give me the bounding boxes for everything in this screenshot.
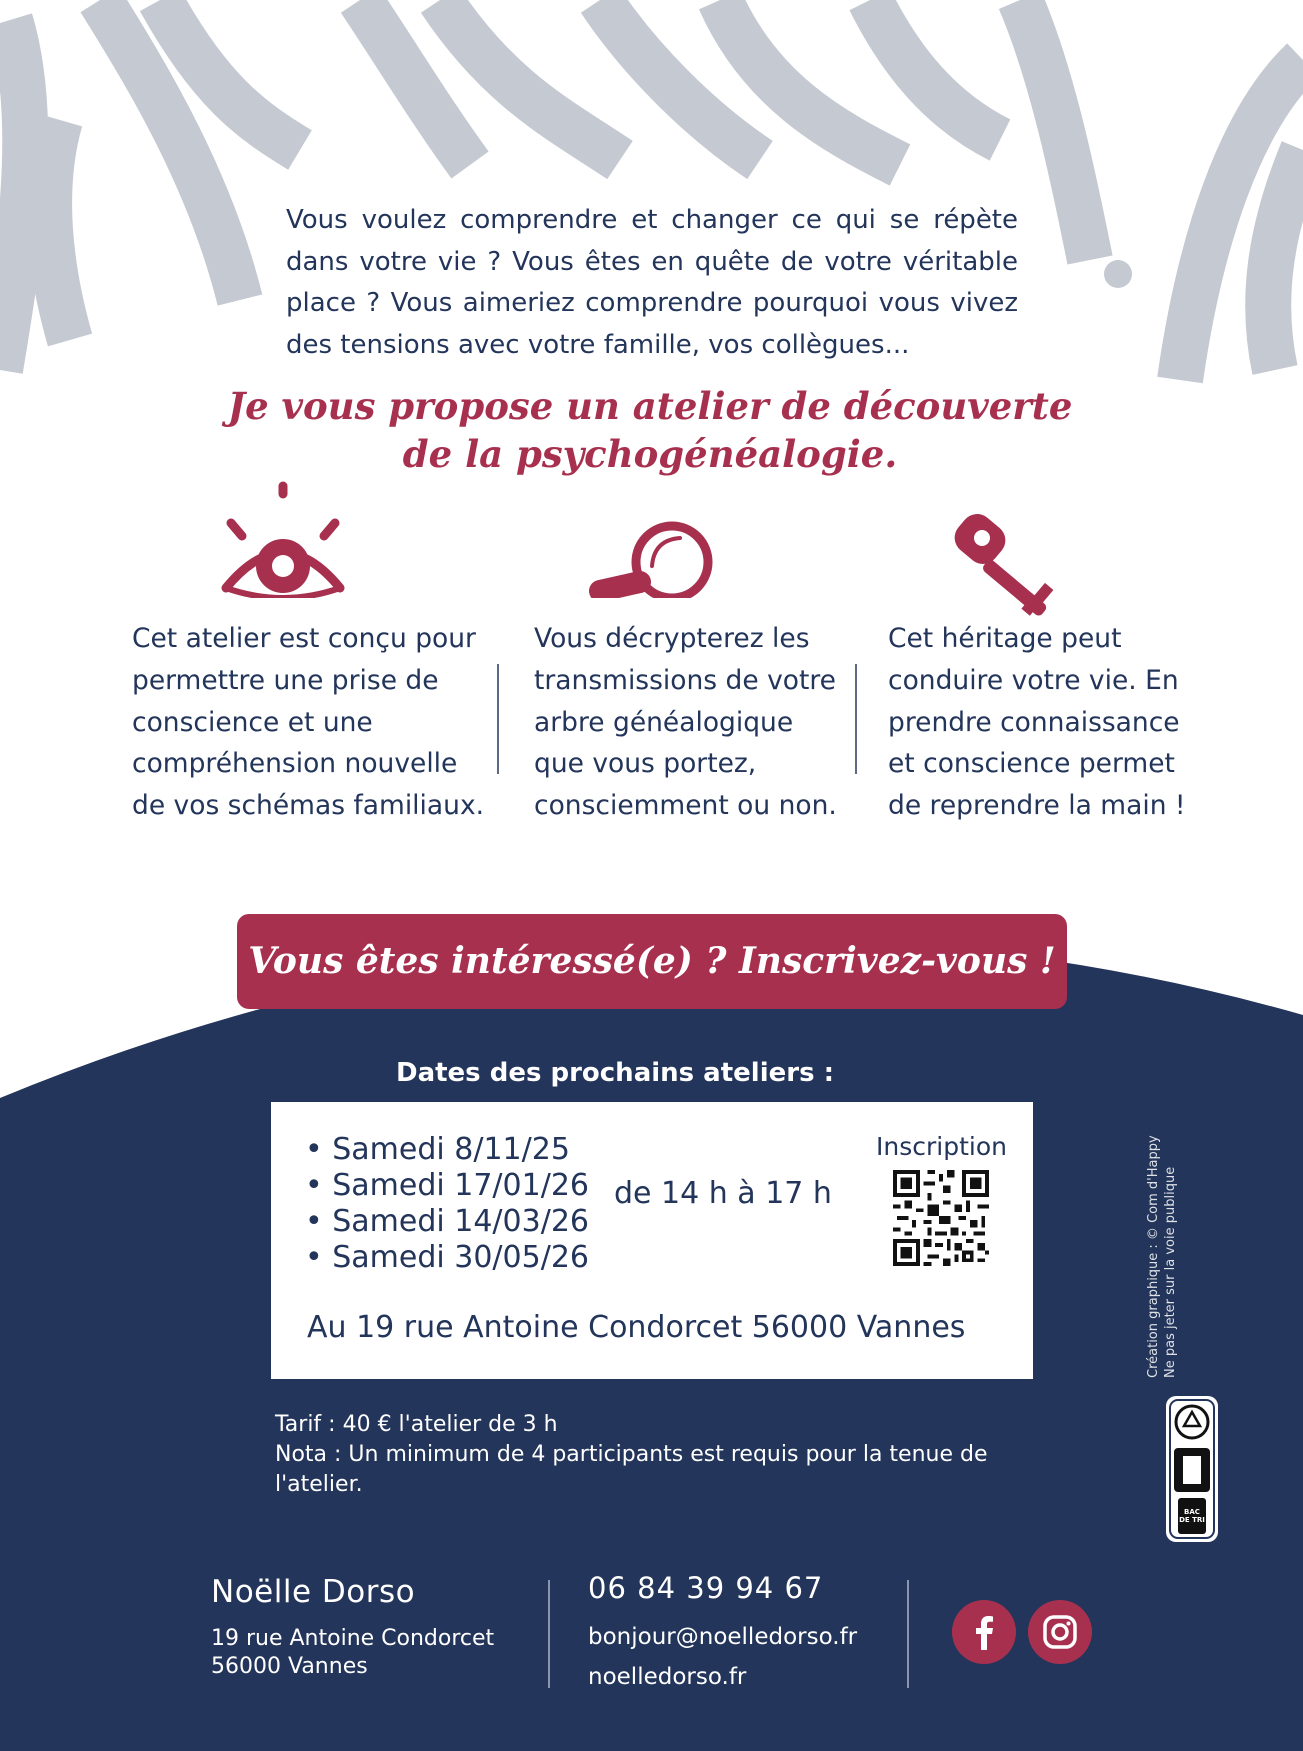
intro-paragraph: Vous voulez comprendre et changer ce qui se répète dans votre vie ? Vous êtes en quête de votre véritable place ? Vous aimeriez comprendre pourquoi vous vivez des tensions avec votre famille, vos collègues...: [286, 205, 1018, 360]
feature-3-line: prendre connaissance: [888, 706, 1180, 738]
feature-2-line: Vous décrypterez les: [534, 623, 810, 654]
pricing-info: [275, 1410, 1015, 1500]
workshop-date: • Samedi 14/03/26: [305, 1204, 589, 1240]
feature-3-line: Cet héritage peut: [888, 623, 1122, 654]
feature-2-line: que vous portez,: [534, 748, 757, 780]
workshop-address: Au 19 rue Antoine Condorcet 56000 Vannes: [307, 1310, 966, 1345]
email-link[interactable]: bonjour@noelledorso.fr: [588, 1624, 858, 1650]
credits-line: Création graphique : © Com d'Happy: [1146, 1135, 1161, 1378]
tagline: [190, 382, 1110, 478]
instagram-button[interactable]: [1028, 1600, 1092, 1664]
address-line: 19 rue Antoine Condorcet: [211, 1626, 495, 1651]
workshop-date: • Samedi 17/01/26: [305, 1168, 589, 1204]
feature-1-line: de vos schémas familiaux.: [132, 790, 485, 822]
feature-1-line: compréhension nouvelle: [132, 748, 458, 780]
address-line: 56000 Vannes: [211, 1654, 368, 1679]
workshop-time: de 14 h à 17 h: [614, 1176, 832, 1211]
website-link[interactable]: noelledorso.fr: [588, 1664, 747, 1690]
key-icon: [950, 478, 1070, 618]
credits-line: Ne pas jeter sur la voie publique: [1163, 1166, 1178, 1378]
recycling-badge: [1166, 1396, 1218, 1542]
feature-1-line: conscience et une: [132, 706, 373, 738]
feature-divider: [497, 664, 499, 774]
feature-text-3: [888, 618, 1188, 827]
facebook-icon: [952, 1600, 1016, 1664]
recycle-badge-label: BAC DE TRI: [1179, 1508, 1205, 1524]
instagram-icon: [1028, 1600, 1092, 1664]
workshop-date: • Samedi 30/05/26: [305, 1240, 589, 1276]
workshop-dates-heading: Dates des prochains ateliers :: [395, 1058, 834, 1088]
workshop-date: • Samedi 8/11/25: [305, 1132, 589, 1168]
practitioner-address: [211, 1625, 494, 1681]
feature-3-line: conduire votre vie. En: [888, 664, 1179, 696]
facebook-button[interactable]: [952, 1600, 1016, 1664]
registration-label: Inscription: [876, 1132, 1007, 1161]
feature-3-line: de reprendre la main !: [888, 790, 1186, 822]
feature-2-line: transmissions de votre: [534, 664, 836, 696]
feature-text-2: [534, 618, 854, 827]
tagline-line-1: Je vous propose un atelier de découverte: [227, 384, 1073, 428]
workshop-info-box: [271, 1102, 1033, 1379]
feature-divider: [855, 664, 857, 774]
phone-link[interactable]: 06 84 39 94 67: [588, 1571, 824, 1605]
signup-banner[interactable]: Vous êtes intéressé(e) ? Inscrivez-vous !: [237, 914, 1067, 1009]
price-text: Tarif : 40 € l'atelier de 3 h: [275, 1412, 558, 1437]
footer-divider: [548, 1580, 550, 1688]
credits-text: [1145, 1118, 1185, 1378]
tagline-line-2: de la psychogénéalogie.: [402, 432, 898, 476]
feature-1-line: Cet atelier est conçu pour: [132, 623, 476, 654]
feature-2-line: arbre généalogique: [534, 706, 794, 738]
registration-qr-code[interactable]: [893, 1170, 989, 1266]
footer-divider: [907, 1580, 909, 1688]
nota-text: Nota : Un minimum de 4 participants est requis pour la tenue de l'atelier.: [275, 1442, 988, 1497]
practitioner-name: Noëlle Dorso: [211, 1574, 416, 1610]
feature-1-line: permettre une prise de: [132, 664, 439, 696]
eye-icon: [218, 478, 348, 598]
feature-2-line: consciemment ou non.: [534, 790, 837, 822]
feature-3-line: et conscience permet: [888, 748, 1175, 780]
workshop-dates-list: [305, 1132, 589, 1276]
magnifier-icon: [588, 478, 728, 598]
feature-text-1: [132, 618, 492, 827]
